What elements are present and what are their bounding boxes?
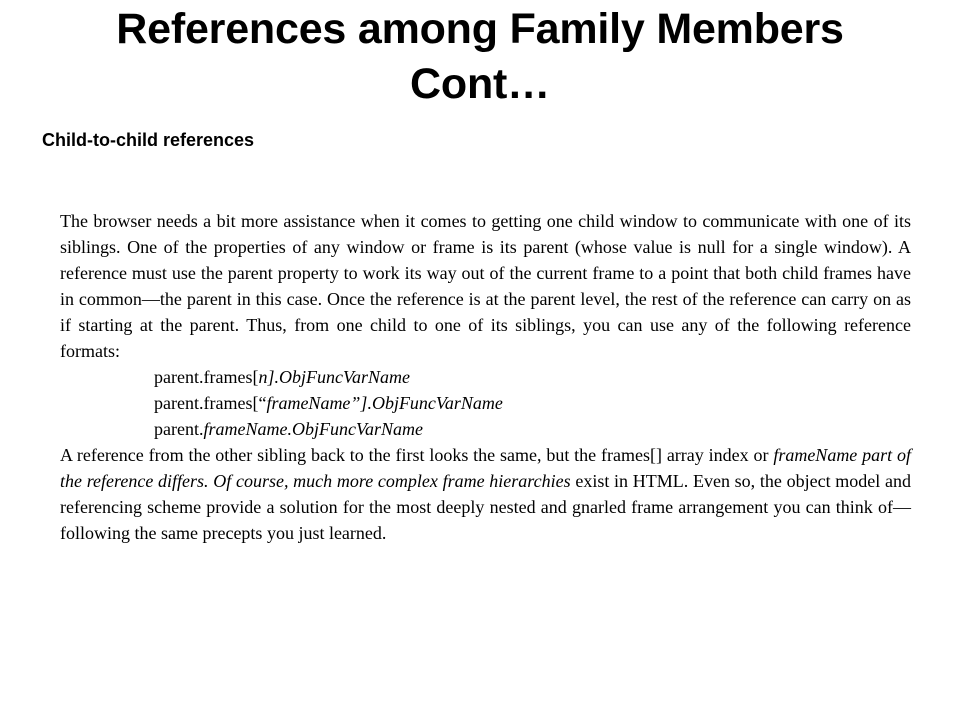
- slide-title: [0, 2, 960, 112]
- body-paragraph-2-part-a: A reference from the other sibling back to the first looks the same, but the frames[] array index or: [60, 445, 774, 465]
- reference-format-3-italic: frameName.ObjFuncVarName: [203, 419, 423, 439]
- slide-title-line1: References among Family Members: [116, 5, 844, 53]
- slide-body: [60, 208, 911, 546]
- reference-format-1: [60, 364, 911, 390]
- reference-format-2-plain: parent.frames[“: [154, 393, 267, 413]
- body-paragraph-2: [60, 442, 911, 546]
- slide-title-line2: Cont…: [410, 60, 550, 108]
- reference-format-3-plain: parent.: [154, 419, 204, 439]
- reference-format-1-plain: parent.frames[: [154, 367, 259, 387]
- reference-format-2: [60, 390, 911, 416]
- body-paragraph-1: The browser needs a bit more assistance when it comes to getting one child window to communicate with one of its siblings. One of the properties of any window or frame is its parent (whose value is null for a single window). A reference must use the parent property to work its way out of the current frame to a point that both child frames have in common—the parent in this case. Once the reference is at the parent level, the rest of the reference can carry on as if starting at the parent. Thus, from one child to one of its siblings, you can use any of the following reference formats:: [60, 211, 911, 361]
- slide-subtitle: Child-to-child references: [42, 130, 255, 150]
- body-paragraph-2-part-b: frameName part of the reference differs. Of course, much more complex frame hierarchies: [60, 445, 911, 491]
- reference-format-1-italic: n].ObjFuncVarName: [258, 367, 410, 387]
- body-paragraph-2-part-c: exist in HTML. Even so, the object model and referencing scheme provide a solution for the most deeply nested and gnarled frame arrangement you can think of—following the same precepts you just learned.: [60, 471, 911, 543]
- reference-format-2-italic: frameName”].ObjFuncVarName: [266, 393, 503, 413]
- reference-format-3: [60, 416, 911, 442]
